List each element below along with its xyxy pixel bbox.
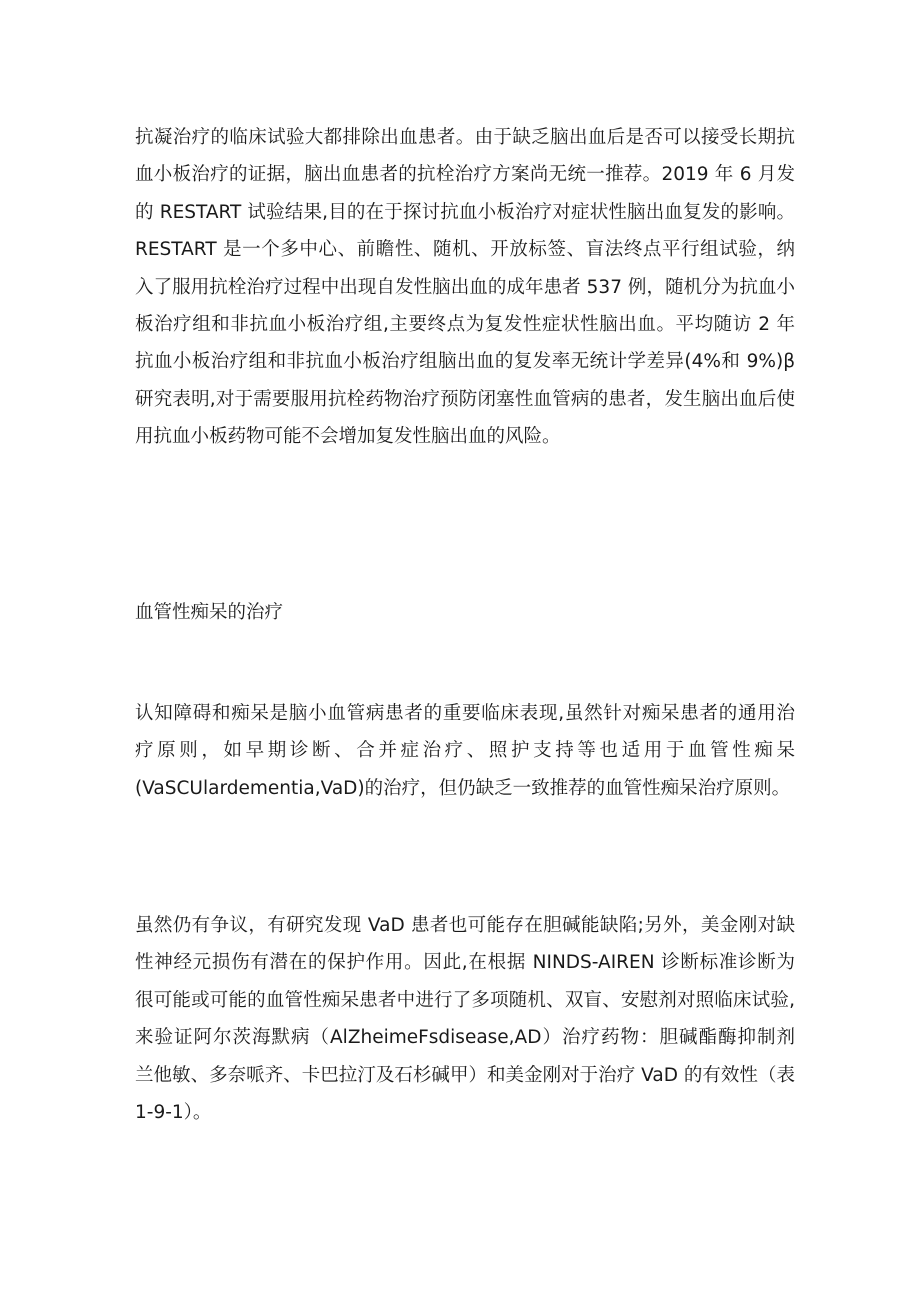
text-line: 来验证阿尔茨海默病（AlZheimeFsdisease,AD）治疗药物：胆碱酯酶抑制剂 xyxy=(135,1027,795,1049)
text-line: 抗血小板治疗组和非抗血小板治疗组脑出血的复发率无统计学差异(4%和 9%)β xyxy=(135,351,795,373)
paragraph-restart-trial xyxy=(135,119,795,456)
section-heading: 血管性痴呆的治疗 xyxy=(135,602,284,623)
text-line: 疗原则，如早期诊断、合并症治疗、照护支持等也适用于血管性痴呆 xyxy=(135,740,795,762)
text-line: 用抗血小板药物可能不会增加复发性脑出血的风险。 xyxy=(135,426,561,448)
text-line: 入了服用抗栓治疗过程中出现自发性脑出血的成年患者 537 例，随机分为抗血小 xyxy=(135,276,795,298)
text-line: 虽然仍有争议，有研究发现 VaD 患者也可能存在胆碱能缺陷;另外，美金刚对缺 xyxy=(135,915,795,936)
text-line: 的 RESTART 试验结果,目的在于探讨抗血小板治疗对症状性脑出血复发的影响。 xyxy=(135,201,795,223)
text-line: (VaSCUlardementia,VaD)的治疗，但仍缺乏一致推荐的血管性痴呆治疗原则。 xyxy=(135,777,791,799)
text-line: 板治疗组和非抗血小板治疗组,主要终点为复发性症状性脑出血。平均随访 2 年 xyxy=(135,313,795,335)
text-line: 很可能或可能的血管性痴呆患者中进行了多项随机、双盲、安慰剂对照临床试验, xyxy=(135,989,795,1011)
paragraph-vad-overview xyxy=(135,695,795,807)
text-line: 认知障碍和痴呆是脑小血管病患者的重要临床表现,虽然针对痴呆患者的通用治 xyxy=(135,703,795,724)
text-line: 血小板治疗的证据，脑出血患者的抗栓治疗方案尚无统一推荐。2019 年 6 月发 xyxy=(135,164,795,186)
text-line: 研究表明,对于需要服用抗栓药物治疗预防闭塞性血管病的患者，发生脑出血后使 xyxy=(135,388,795,410)
text-line: RESTART 是一个多中心、前瞻性、随机、开放标签、盲法终点平行组试验，纳 xyxy=(135,239,795,261)
paragraph-vad-trials xyxy=(135,907,795,1131)
text-line: 兰他敏、多奈哌齐、卡巴拉汀及石杉碱甲）和美金刚对于治疗 VaD 的有效性（表 xyxy=(135,1064,795,1086)
text-line: 抗凝治疗的临床试验大都排除出血患者。由于缺乏脑出血后是否可以接受长期抗 xyxy=(135,127,795,148)
text-line: 1-9-1）。 xyxy=(135,1101,212,1123)
text-line: 性神经元损伤有潜在的保护作用。因此,在根据 NINDS-AIREN 诊断标准诊断为 xyxy=(135,952,795,974)
